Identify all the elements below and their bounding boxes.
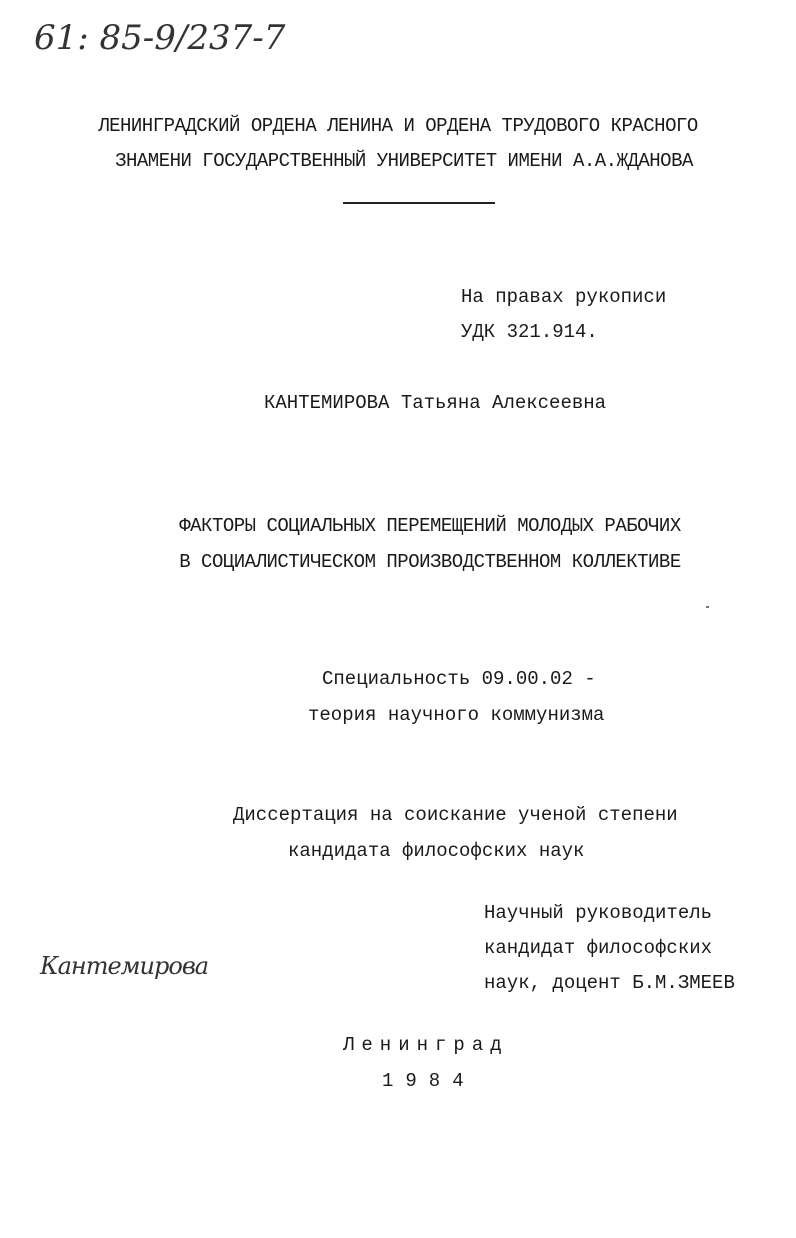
supervisor-line-3: наук, доцент Б.М.ЗМЕЕВ	[484, 972, 735, 994]
university-line-2: ЗНАМЕНИ ГОСУДАРСТВЕННЫЙ УНИВЕРСИТЕТ ИМЕНИ А.А.ЖДАНОВА	[115, 150, 693, 172]
supervisor-line-2: кандидат философских	[484, 937, 713, 959]
city-name: Ленинград	[343, 1034, 509, 1056]
dissertation-line-2: кандидата философских наук	[288, 840, 585, 862]
dissertation-line-1: Диссертация на соискание ученой степени	[233, 804, 678, 826]
specialty-line-1: Специальность 09.00.02 -	[322, 668, 596, 690]
manuscript-rights: На правах рукописи	[461, 286, 667, 308]
publication-year: 1984	[382, 1070, 476, 1092]
divider-rule	[343, 202, 495, 204]
scan-speck	[706, 606, 709, 608]
thesis-title-line-1: ФАКТОРЫ СОЦИАЛЬНЫХ ПЕРЕМЕЩЕНИЙ МОЛОДЫХ РАБОЧИХ	[179, 515, 681, 537]
udk-code: УДК 321.914.	[461, 321, 598, 343]
archive-number: 61: 85-9/237-7	[34, 18, 286, 58]
author-name: КАНТЕМИРОВА Татьяна Алексеевна	[264, 392, 607, 414]
supervisor-line-1: Научный руководитель	[484, 902, 713, 924]
specialty-line-2: теория научного коммунизма	[308, 704, 605, 726]
author-signature: Кантемирова	[40, 952, 209, 980]
university-line-1: ЛЕНИНГРАДСКИЙ ОРДЕНА ЛЕНИНА И ОРДЕНА ТРУДОВОГО КРАСНОГО	[98, 115, 698, 137]
thesis-title-line-2: В СОЦИАЛИСТИЧЕСКОМ ПРОИЗВОДСТВЕННОМ КОЛЛЕКТИВЕ	[179, 551, 681, 573]
